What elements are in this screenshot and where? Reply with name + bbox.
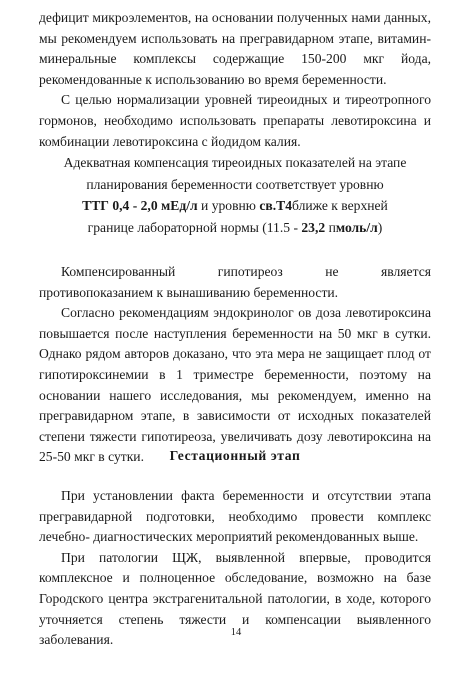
- section-heading: Гестационный этап: [169, 448, 301, 463]
- dose-section: [39, 262, 431, 468]
- t4-unit: моль/л: [335, 219, 378, 235]
- t4-upper-value: 23,2: [301, 219, 326, 235]
- criteria-line-1: Адекватная компенсация тиреоидных показателей на этапе: [63, 155, 407, 170]
- paragraph-dose-recommendations: Согласно рекомендациям эндокринолог ов доза левотироксина повышается после наступления беременности на 50 мкг в сутки. Однако рядом авторов доказано, что эта мера не защищает плод от гипотироксинемии в 1 триместре беременности, поэтому на основании нашего исследования, мы рекомендуем, именно на прегравидарном этапе, в зависимости от исходных показателей степени тяжести гипотиреоза, увеличивать дозу левотироксина на 25-50 мкг в сутки.: [39, 305, 431, 465]
- intro-section: [39, 8, 431, 152]
- criteria-line-2: планирования беременности соответствует уровню: [86, 176, 384, 192]
- tsh-range: ТТГ 0,4 - 2,0 мЕд/л: [82, 198, 198, 213]
- paragraph-micronutrients: дефицит микроэлементов, на основании полученных нами данных, мы рекомендуем использовать на прегравидарном этапе, витамин-минеральные комплексы содержащие 150-200 мкг йода, рекомендованные к использованию во время беременности.: [39, 10, 431, 87]
- criteria-line-4: границе лабораторной нормы (11.5 - 23,2 пмоль/л): [87, 219, 383, 235]
- paragraph-hormone-normalization: С целью нормализации уровней тиреоидных и тиреотропного гормонов, необходимо использовать препараты левотироксина и комбинации левотироксина с йодидом калия.: [39, 92, 431, 149]
- page-number: 14: [230, 627, 242, 638]
- paragraph-compensated-hypothyroidism: Компенсированный гипотиреоз не является противопоказанием к вынашиванию беременности.: [39, 264, 431, 300]
- free-t4-label: св.Т4: [259, 198, 292, 213]
- paragraph-thyroid-pathology: При патологии ЩЖ, выявленной впервые, проводится комплексное и полноценное обследование, возможно на базе Городского центра экстрагенитальной патологии, в ходе, которого уточняется степень тяжести и компенсации выявленного заболевания.: [39, 549, 431, 648]
- paragraph-pregnancy-established: При установлении факта беременности и отсутствии этапа прегравидарной подготовки, необходимо провести комплекс лечебно- диагностических мероприятий рекомендованных выше.: [39, 488, 431, 545]
- compensation-criteria: [39, 152, 431, 238]
- criteria-line-3: ТТГ 0,4 - 2,0 мЕд/л и уровню св.Т4ближе к верхней: [82, 198, 388, 213]
